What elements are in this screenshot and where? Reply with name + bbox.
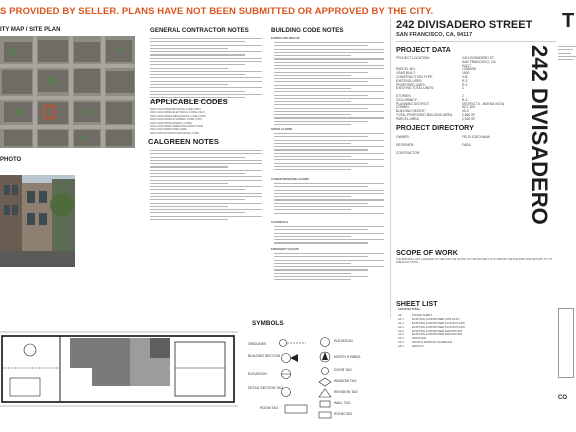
vicinity-map-title: ITY MAP / SITE PLAN <box>0 27 61 33</box>
sheet-row-value: EXISTING & PROPOSED FLOOR PLANS <box>412 324 465 329</box>
project-data-row-label: YEAR BUILT: <box>396 71 416 76</box>
sheet-row-label: A6.1 <box>398 344 404 349</box>
sheet-row-value: DETAILS <box>412 344 424 349</box>
title-block-info <box>558 46 576 62</box>
code-item: 2016 CALIFORNIA PLUMBING CODE (CPC) <box>150 118 203 122</box>
project-data-row-value: V-B <box>462 74 468 79</box>
escape-notes <box>274 253 384 283</box>
egress-notes <box>274 42 384 127</box>
project-data-title: PROJECT DATA <box>396 45 451 54</box>
general-notes-body <box>150 38 262 104</box>
code-item: 2016 CALIFORNIA FIRE CODE <box>150 128 187 132</box>
co-subtitle: CARBON MONOXIDE ALARMS <box>271 178 309 181</box>
project-data-row-label: CONSTRUCTION TYPE: <box>396 74 433 79</box>
smoke-notes <box>274 133 384 172</box>
project-data-row-label: PARCEL AREA: <box>396 116 420 121</box>
sheet-row-label: A4.1 <box>398 336 404 341</box>
guardrail-notes <box>274 226 384 246</box>
title-block-address: 242 DIVISADERO <box>527 45 552 225</box>
project-data-row-label: TOTAL PROPOSED BUILDING AREA: <box>396 112 453 117</box>
symbol-revision-tag-label: REVISION TAG <box>334 390 358 394</box>
project-data-row-value: NCT-DIV <box>462 105 476 110</box>
disclaimer-banner: S PROVIDED BY SELLER. PLANS HAVE NOT BEEN SUBMITTED OR APPROVED BY THE CITY. <box>0 6 434 17</box>
co-notes <box>274 183 384 216</box>
sheet-row <box>398 344 548 348</box>
symbol-room-tag-right-label: ROOM TAG <box>334 412 353 416</box>
directory-row-value: FELIX EJECHANA <box>462 135 490 139</box>
title-block-stamp <box>558 308 574 378</box>
code-item: 2016 CALIFORNIA ELECTRICAL CODE (CEC) <box>150 111 205 115</box>
project-data-row-label: PLANNING DISTRICT: <box>396 101 430 106</box>
symbol-building-section-label: BUILDING SECTION <box>248 354 281 358</box>
title-block <box>556 10 576 428</box>
guardrail-subtitle: GUARDRAILS <box>271 221 289 224</box>
project-data-row-value: 94117 <box>462 63 471 68</box>
project-data-row-value: 40-X <box>462 109 469 114</box>
sheet-row-value: EXISTING & PROPOSED FLOOR PLANS <box>412 320 465 325</box>
photo-title: PHOTO <box>0 157 22 163</box>
sheet-list-subtitle: ARCHITECTURAL <box>398 308 421 311</box>
project-data-row-label: STORIES: <box>396 93 412 98</box>
project-data-row-label: PROPOSED USES: <box>396 82 426 87</box>
code-item: 2016 SAN FRANCISCO BUILDING CODE <box>150 131 200 135</box>
title-block-corner: T <box>562 10 575 32</box>
project-data-row-value: 242 DIVISADERO ST. <box>462 56 495 60</box>
sheet-row-value: SECTIONS <box>412 336 427 341</box>
project-data-row-value: 1 <box>462 86 464 91</box>
symbol-gridlines-label: GRIDLINES <box>248 342 267 346</box>
applicable-codes-title: APPLICABLE CODES <box>150 97 228 106</box>
directory-row-label: DESIGNER: <box>396 143 415 147</box>
project-data-row-label: PARCEL NO.: <box>396 67 417 72</box>
scope-text: THE BUILDING HAS CHANGED OF USE AND THE SCOPE OF THE PROJECT IS TO REPAIR THE BUILDING AND RETURN TO ITS PREVIOUS STATE. <box>396 258 552 265</box>
directory-row-value: FADA <box>462 143 471 147</box>
project-data-row-value: 1900 <box>462 71 470 76</box>
calgreen-notes-body <box>150 150 262 222</box>
project-data-row-value: 2,860 SF <box>462 112 476 117</box>
symbol-wall-tag-label: WALL TAG <box>334 401 351 405</box>
header-rule <box>396 41 556 42</box>
code-item: 2016 CALIFORNIA ENERGY CODE <box>150 121 192 125</box>
sheet-row-value: EXISTING & PROPOSED ELEVATIONS <box>412 328 463 333</box>
calgreen-notes-title: CALGREEN NOTES <box>148 137 219 146</box>
sheet-list <box>398 313 548 348</box>
sheet-row-label: A0 <box>398 313 402 317</box>
project-data-row-value: DISTRICT 6 - BUENA VISTA <box>462 101 505 106</box>
project-data-row-value: 2,500 SF <box>462 116 476 121</box>
project-data-row-value: 2 <box>462 93 464 98</box>
floor-plan-drawing <box>0 328 238 410</box>
project-data-row-label: ZONING: <box>396 105 410 110</box>
symbol-door-tag-label: DOOR TAG <box>334 368 352 372</box>
project-data-row-label: EXISTING USES: <box>396 78 423 83</box>
sheet-row-value: COVER SHEET <box>412 313 433 317</box>
sheet-row-label: A2.2 <box>398 328 404 333</box>
sheet-row-value: EXISTING & PROPOSED ELEVATIONS <box>412 332 463 337</box>
symbol-elevation-label: ELEVATION <box>248 372 267 376</box>
project-data-row-value: R-3 <box>462 78 468 83</box>
code-item: 2016 CALIFORNIA MECHANICAL CODE (CMC) <box>150 114 207 118</box>
project-city: SAN FRANCISCO, CA, 94117 <box>396 32 473 38</box>
applicable-codes-list <box>150 108 260 135</box>
project-data-row-label: EXISTING TOTAL UNITS: <box>396 86 435 91</box>
egress-subtitle: EGRESS AND RESCUE <box>271 37 300 40</box>
building-code-title: BUILDING CODE NOTES <box>271 27 344 34</box>
project-street: 242 DIVISADERO STREET <box>396 19 533 31</box>
sheet-row-value: DOOR & WINDOW SCHEDULE <box>412 340 453 345</box>
project-data-row-value: R-3 <box>462 97 468 102</box>
symbol-elevation-right-label: ELEVATION <box>334 339 353 343</box>
column-divider <box>390 18 391 318</box>
project-data-row-value: 1238/008 <box>462 67 476 72</box>
project-data-row-label: BUILDING HEIGHT: <box>396 109 426 114</box>
symbol-room-tag-label: ROOM TAG <box>260 406 279 410</box>
vicinity-map-image <box>0 36 135 148</box>
symbol-north-label: NORTH SYMBOL <box>334 355 362 359</box>
project-data-row-label: PROJECT LOCATION: <box>396 56 430 60</box>
sheet-row-label: A5.1 <box>398 340 404 345</box>
symbols-title: SYMBOLS <box>252 320 284 327</box>
symbols-right-column <box>318 332 388 428</box>
project-directory-title: PROJECT DIRECTORY <box>396 123 474 132</box>
sheet-row-label: A3.1 <box>398 332 404 337</box>
sheet-row-value: EXISTING & PROPOSED SITE PLAN <box>412 316 460 321</box>
scope-title: SCOPE OF WORK <box>396 248 458 257</box>
project-data-row-value: R-3 <box>462 82 468 87</box>
sheet-row-label: A2.1 <box>398 324 404 329</box>
symbol-window-tag-label: WINDOW TAG <box>334 379 357 383</box>
project-data-row-value: SAN FRANCISCO, CA <box>462 59 496 64</box>
sheet-list-title: SHEET LIST <box>396 299 438 308</box>
directory-row-label: OWNER: <box>396 135 410 139</box>
code-item: 2016 CALIFORNIA BUILDING CODE (CBC) <box>150 108 202 111</box>
project-data-row-label: OCCUPANCY: <box>396 97 418 102</box>
code-item: 2016 CALIFORNIA GREEN BUILDING CODE <box>150 125 204 129</box>
sheet-row-label: A1.2 <box>398 320 404 325</box>
symbol-detail-section-label: DETAIL SECTION TAG <box>248 386 284 390</box>
site-photo <box>0 175 75 267</box>
title-block-footer: CO <box>558 395 567 401</box>
symbols-left-column <box>248 332 318 428</box>
sheet-row-label: A1.1 <box>398 316 404 321</box>
smoke-subtitle: SMOKE ALARMS <box>271 128 293 131</box>
escape-subtitle: EMERGENCY ESCAPE <box>271 248 300 251</box>
general-notes-title: GENERAL CONTRACTOR NOTES <box>150 27 249 34</box>
directory-row-label: CONTRACTOR: <box>396 151 421 155</box>
